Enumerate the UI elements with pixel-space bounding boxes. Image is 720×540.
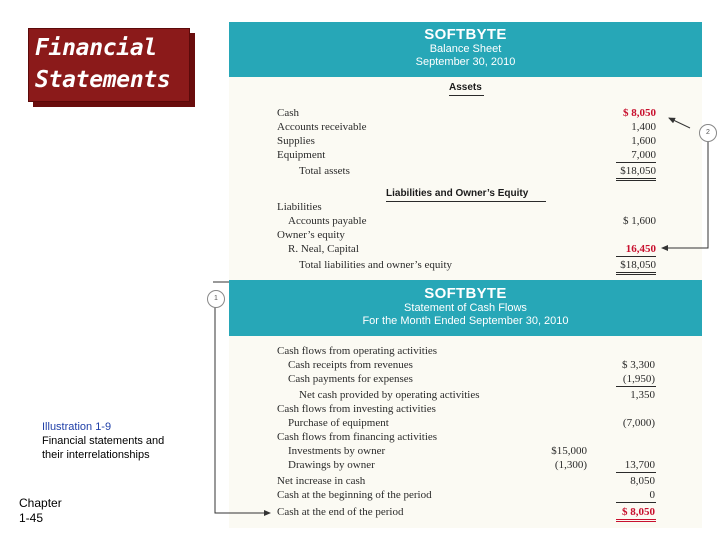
supplies-value: 1,600 xyxy=(631,135,656,147)
chapter-text: Chapter xyxy=(19,496,62,510)
marker-one-icon: 1 xyxy=(207,290,225,308)
cash-flow-name: Statement of Cash Flows xyxy=(404,302,527,314)
balance-sheet-company: SOFTBYTE xyxy=(424,26,507,43)
page-number: 1-45 xyxy=(19,511,44,525)
total-assets-value: $18,050 xyxy=(620,165,656,177)
drawings-label: Drawings by owner xyxy=(288,459,375,471)
marker-two-icon: 2 xyxy=(699,124,717,142)
liabilities-equity-heading: Liabilities and Owner’s Equity xyxy=(386,188,529,199)
equipment-label: Equipment xyxy=(277,149,326,161)
net-operating-label: Net cash provided by operating activities xyxy=(299,389,480,401)
owners-equity-label: Owner’s equity xyxy=(277,229,345,241)
accounts-receivable-label: Accounts receivable xyxy=(277,121,367,133)
cash-value: $ 8,050 xyxy=(623,107,656,119)
arrow-one-link xyxy=(215,304,270,513)
total-assets-label: Total assets xyxy=(299,165,350,177)
slide-title-line-2: Statements xyxy=(35,67,171,93)
accounts-payable-value: $ 1,600 xyxy=(623,215,656,227)
accounts-payable-label: Accounts payable xyxy=(288,215,367,227)
total-liabilities-equity-label: Total liabilities and owner’s equity xyxy=(299,259,452,271)
operating-heading: Cash flows from operating activities xyxy=(277,345,438,357)
payments-label: Cash payments for expenses xyxy=(288,373,413,385)
investments-label: Investments by owner xyxy=(288,445,386,457)
beginning-cash-value: 0 xyxy=(649,489,655,501)
purchase-value: (7,000) xyxy=(622,417,655,429)
accounts-receivable-value: 1,400 xyxy=(631,121,656,133)
arrow-cash-link xyxy=(669,118,690,128)
drawings-value: (1,300) xyxy=(554,459,587,471)
caption-line-2: their interrelationships xyxy=(42,449,150,461)
net-increase-value: 8,050 xyxy=(630,475,655,487)
receipts-label: Cash receipts from revenues xyxy=(288,359,413,371)
arrow-capital-link xyxy=(662,140,708,248)
liabilities-label: Liabilities xyxy=(277,201,322,213)
cash-flow-company: SOFTBYTE xyxy=(424,285,507,302)
receipts-value: $ 3,300 xyxy=(622,359,655,371)
beginning-cash-label: Cash at the beginning of the period xyxy=(277,489,432,501)
investing-heading: Cash flows from investing activities xyxy=(277,403,436,415)
net-increase-label: Net increase in cash xyxy=(277,475,366,487)
cash-label: Cash xyxy=(277,107,299,119)
net-operating-value: 1,350 xyxy=(630,389,655,401)
illustration-number: Illustration 1-9 xyxy=(42,421,112,433)
payments-value: (1,950) xyxy=(622,373,655,385)
assets-heading: Assets xyxy=(449,82,482,93)
supplies-label: Supplies xyxy=(277,135,315,147)
capital-label: R. Neal, Capital xyxy=(288,243,359,255)
equipment-value: 7,000 xyxy=(631,149,656,161)
capital-value: 16,450 xyxy=(625,243,656,255)
purchase-label: Purchase of equipment xyxy=(288,417,389,429)
investments-value: $15,000 xyxy=(551,445,587,457)
total-liabilities-equity-value: $18,050 xyxy=(620,259,656,271)
financing-heading: Cash flows from financing activities xyxy=(277,431,438,443)
ending-cash-label: Cash at the end of the period xyxy=(277,506,404,518)
slide-title-line-1: Financial xyxy=(35,35,157,61)
net-financing-value: 13,700 xyxy=(624,459,655,471)
balance-sheet-name: Balance Sheet xyxy=(429,43,502,55)
ending-cash-value: $ 8,050 xyxy=(622,506,655,518)
caption-line-1: Financial statements and xyxy=(42,435,165,447)
cash-flow-period: For the Month Ended September 30, 2010 xyxy=(362,315,569,327)
balance-sheet-date: September 30, 2010 xyxy=(415,56,516,68)
